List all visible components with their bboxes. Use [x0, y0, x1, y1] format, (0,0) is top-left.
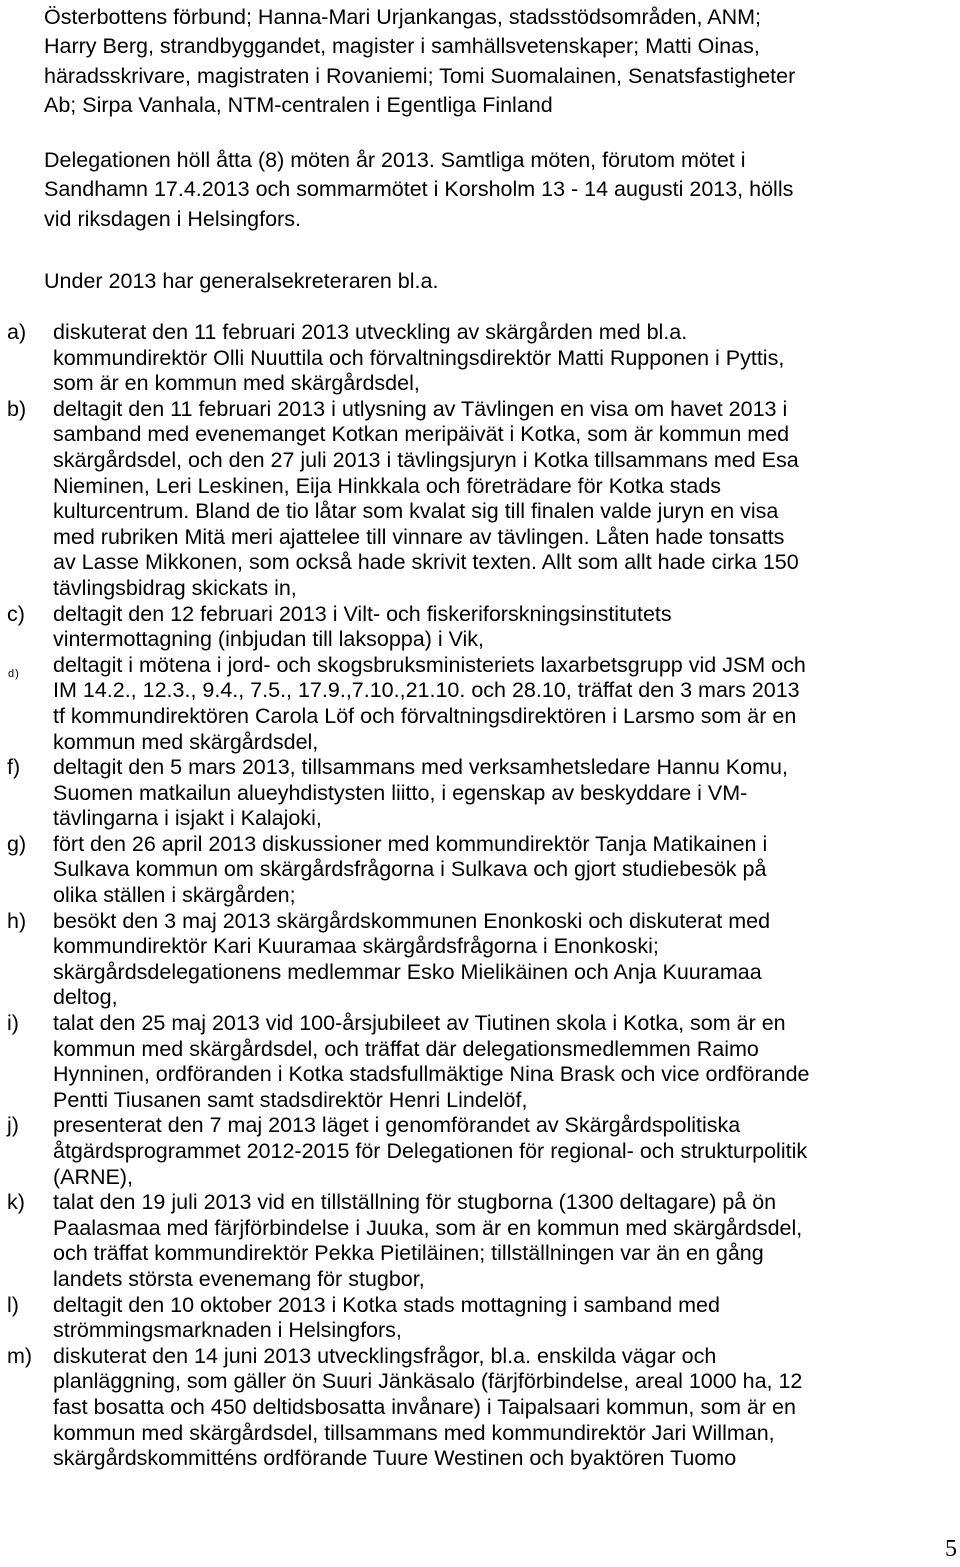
list-item: [7, 755, 960, 832]
list-item-line: deltagit i mötena i jord- och skogsbruksministeriets laxarbetsgrupp vid JSM och: [53, 652, 806, 677]
list-item-line: åtgärdsprogrammet 2012-2015 för Delegationen för regional- och strukturpolitik: [53, 1139, 808, 1163]
list-marker: g): [7, 831, 27, 856]
intro-line: häradsskrivare, magistraten i Rovaniemi; Tomi Suomalainen, Senatsfastigheter: [44, 63, 796, 88]
list-item: [7, 1293, 960, 1344]
list-marker: f): [7, 755, 21, 780]
under-line: Under 2013 har generalsekreteraren bl.a.: [44, 269, 439, 293]
intro-line: Harry Berg, strandbyggandet, magister i samhällsvetenskaper; Matti Oinas,: [44, 34, 760, 59]
list-item-line: Sulkava kommun om skärgårdsfrågorna i Sulkava och gjort studiebesök på: [53, 857, 767, 882]
list-item-line: som är en kommun med skärgårdsdel,: [53, 371, 420, 396]
delegation-line: Delegationen höll åtta (8) möten år 2013. Samtliga möten, förutom mötet i: [44, 148, 746, 172]
list-item-line: och träffat kommundirektör Pekka Pietiläinen; tillställningen var än en gång: [53, 1241, 764, 1266]
list-item: [7, 1344, 960, 1472]
delegation-paragraph: [44, 146, 960, 234]
list-marker: b): [7, 396, 27, 421]
list-marker: m): [7, 1343, 33, 1368]
list-item-text: [7, 1293, 960, 1344]
list-item-line: med rubriken Mitä meri ajattelee till vinnare av tävlingen. Låten hade tonsatts: [53, 524, 785, 549]
list-item-line: Paalasmaa med färjförbindelse i Juuka, som är en kommun med skärgårdsdel,: [53, 1215, 803, 1240]
list-item-line: planläggning, som gäller ön Suuri Jänkäsalo (färjförbindelse, areal 1000 ha, 12: [53, 1369, 803, 1394]
list-item-line: diskuterat den 14 juni 2013 utvecklingsfrågor, bl.a. enskilda vägar och: [53, 1343, 717, 1368]
list-item-text: [7, 653, 960, 755]
list-item-line: talat den 19 juli 2013 vid en tillställning för stugborna (1300 deltagare) på ön: [53, 1190, 777, 1215]
list-item-text: [7, 755, 960, 832]
list-marker: i): [7, 1011, 19, 1036]
list-marker: h): [7, 908, 27, 933]
delegation-line: Sandhamn 17.4.2013 och sommarmötet i Korsholm 13 - 14 augusti 2013, hölls: [44, 177, 794, 202]
list-item: [7, 397, 960, 602]
under-heading: [44, 267, 960, 296]
list-item-line: kommundirektör Kari Kuuramaa skärgårdsfrågorna i Enonkoski;: [53, 934, 659, 959]
list-item-line: kommun med skärgårdsdel,: [53, 729, 319, 754]
delegation-line: vid riksdagen i Helsingfors.: [44, 206, 301, 231]
list-item-line: tävlingarna i isjakt i Kalajoki,: [53, 806, 322, 831]
list-item-line: Nieminen, Leri Leskinen, Eija Hinkkala och företrädare för Kotka stads: [53, 473, 722, 498]
list-item-text: [7, 1011, 960, 1113]
list-marker: j): [7, 1113, 19, 1138]
list-item-line: Hynninen, ordföranden i Kotka stadsfullmäktige Nina Brask och vice ordförande: [53, 1062, 810, 1087]
list-marker: d): [8, 667, 20, 680]
list-item-line: deltagit den 12 februari 2013 i Vilt- och fiskeriforskningsinstitutets: [53, 601, 672, 626]
list-item-line: samband med evenemanget Kotkan meripäivät i Kotka, som är kommun med: [53, 422, 790, 447]
list-item-line: besökt den 3 maj 2013 skärgårdskommunen Enonkoski och diskuterat med: [53, 908, 771, 933]
list-item-line: presenterat den 7 maj 2013 läget i genomförandet av Skärgårdspolitiska: [53, 1113, 741, 1138]
list-item-line: strömmingsmarknaden i Helsingfors,: [53, 1318, 402, 1343]
list-item-line: kommundirektör Olli Nuuttila och förvaltningsdirektör Matti Rupponen i Pyttis,: [53, 345, 785, 370]
list-item-line: Suomen matkailun alueyhdistysten liitto, i egenskap av beskyddare i VM-: [53, 780, 748, 805]
list-item-line: diskuterat den 11 februari 2013 utveckling av skärgården med bl.a.: [53, 320, 688, 344]
list-item: [7, 1011, 960, 1113]
list-item: [7, 653, 960, 755]
list-item-line: Pentti Tiusanen samt stadsdirektör Henri Lindelöf,: [53, 1087, 528, 1112]
list-item-text: [7, 832, 960, 909]
list-item-line: skärgårdskommitténs ordförande Tuure Westinen och byaktören Tuomo: [53, 1446, 737, 1471]
list-item: [7, 1190, 960, 1292]
list-item-line: talat den 25 maj 2013 vid 100-årsjubileet av Tiutinen skola i Kotka, som är en: [53, 1011, 786, 1036]
list-item: [7, 1113, 960, 1190]
list-item-line: deltog,: [53, 985, 118, 1010]
list-item-text: [7, 1113, 960, 1190]
list-marker: c): [7, 601, 25, 626]
list-item-line: vintermottagning (inbjudan till laksoppa) i Vik,: [53, 627, 485, 652]
page-number: 5: [945, 1536, 957, 1562]
list-marker: l): [7, 1292, 19, 1317]
intro-line: Österbottens förbund; Hanna-Mari Urjankangas, stadsstödsområden, ANM;: [44, 5, 762, 29]
list-item-line: tf kommundirektören Carola Löf och förvaltningsdirektören i Larsmo som är en: [53, 703, 797, 728]
list-marker: a): [7, 320, 27, 344]
list-item-line: kulturcentrum. Bland de tio låtar som kvalat sig till finalen valde juryn en visa: [53, 499, 779, 524]
list-item-line: fört den 26 april 2013 diskussioner med kommundirektör Tanja Matikainen i: [53, 831, 768, 856]
list-item-line: kommun med skärgårdsdel, och träffat där delegationsmedlemmen Raimo: [53, 1036, 759, 1061]
list-item-line: deltagit den 10 oktober 2013 i Kotka stads mottagning i samband med: [53, 1292, 720, 1317]
list-item-line: kommun med skärgårdsdel, tillsammans med kommundirektör Jari Willman,: [53, 1420, 775, 1445]
list-item: [7, 832, 960, 909]
list-item-line: landets största evenemang för stugbor,: [53, 1266, 425, 1291]
list-item-line: skärgårdsdel, och den 27 juli 2013 i tävlingsjuryn i Kotka tillsammans med Esa: [53, 447, 799, 472]
list-item-line: (ARNE),: [53, 1164, 134, 1189]
list-item-line: deltagit den 11 februari 2013 i utlysning av Tävlingen en visa om havet 2013 i: [53, 396, 788, 421]
list-item: [7, 602, 960, 653]
list-item-line: skärgårdsdelegationens medlemmar Esko Mielikäinen och Anja Kuuramaa: [53, 959, 762, 984]
list-item-line: av Lasse Mikkonen, som också hade skrivit texten. Allt som allt hade cirka 150: [53, 550, 799, 575]
list-item-text: [7, 320, 960, 397]
list-marker: k): [7, 1190, 25, 1215]
intro-paragraph: [44, 3, 944, 120]
list-item-text: [7, 909, 960, 1011]
list-item-text: [7, 602, 960, 653]
list-item: [7, 909, 960, 1011]
activity-list: [7, 320, 960, 1472]
list-item-line: deltagit den 5 mars 2013, tillsammans med verksamhetsledare Hannu Komu,: [53, 755, 788, 780]
list-item-text: [7, 1344, 960, 1472]
list-item-line: olika ställen i skärgården;: [53, 883, 296, 908]
list-item-text: [7, 1190, 960, 1292]
list-item-text: [7, 397, 960, 602]
list-item-line: tävlingsbidrag skickats in,: [53, 575, 297, 600]
list-item-line: IM 14.2., 12.3., 9.4., 7.5., 17.9.,7.10.,21.10. och 28.10, träffat den 3 mars 2013: [53, 678, 800, 703]
list-item: [7, 320, 960, 397]
intro-line: Ab; Sirpa Vanhala, NTM-centralen i Egentliga Finland: [44, 92, 553, 117]
list-item-line: fast bosatta och 450 deltidsbosatta invånare) i Taipalsaari kommun, som är en: [53, 1394, 796, 1419]
